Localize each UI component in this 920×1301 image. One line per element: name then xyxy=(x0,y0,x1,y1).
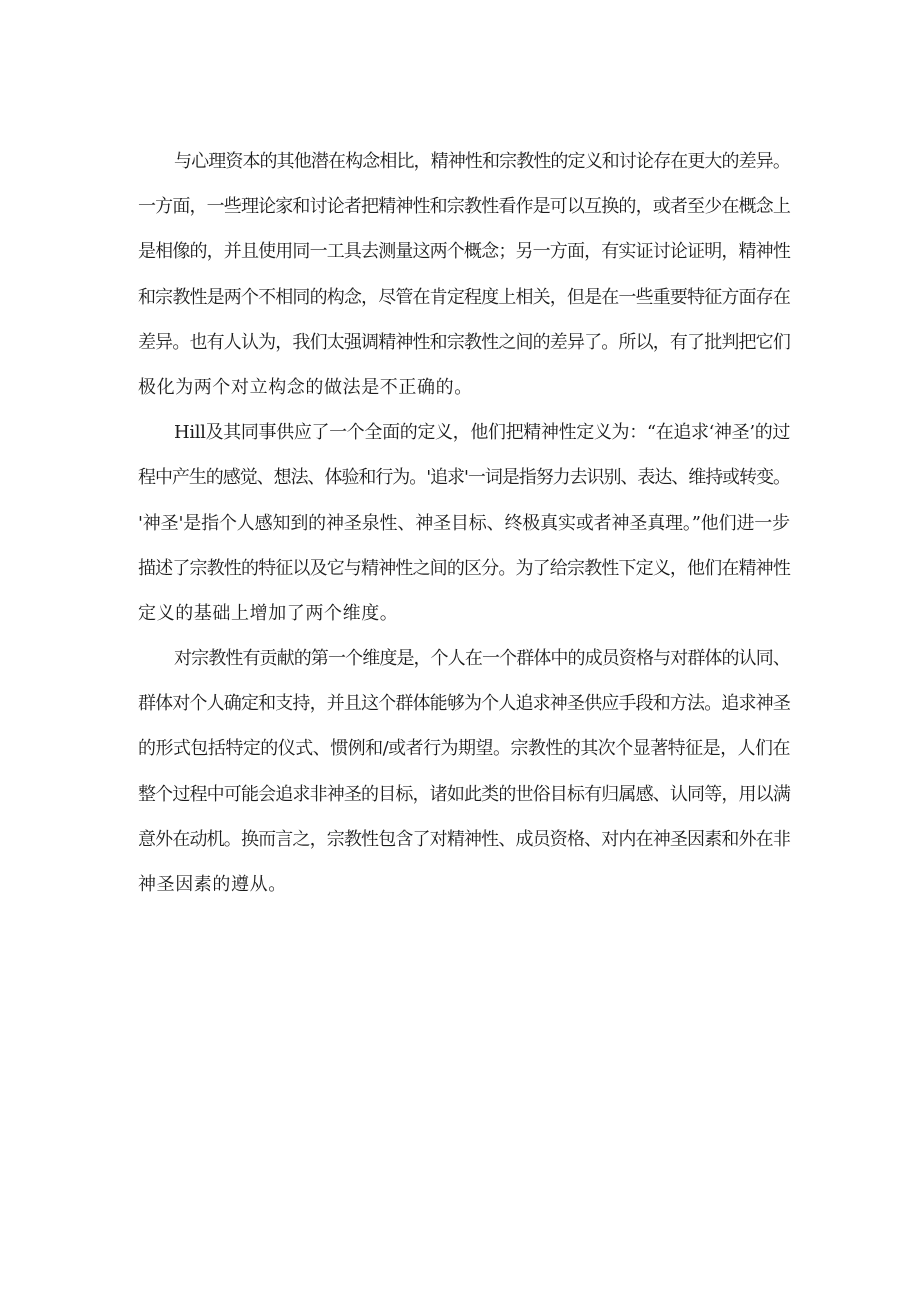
text-line: 是相像的，并且使用同一工具去测量这两个概念；另一方面，有实证讨论证明，精神性 xyxy=(138,241,790,263)
text-line: '神圣'是指个人感知到的神圣泉性、神圣目标、终极真实或者神圣真理。”他们进一步 xyxy=(138,512,790,534)
paragraph-1 xyxy=(138,139,790,410)
text-line: 描述了宗教性的特征以及它与精神性之间的区分。为了给宗教性下定义，他们在精神性 xyxy=(138,557,790,579)
text-line: Hill及其同事供应了一个全面的定义，他们把精神性定义为：“在追求‘神圣’的过 xyxy=(174,422,790,444)
paragraph-2 xyxy=(138,410,790,636)
text-line: 程中产生的感觉、想法、体验和行为。'追求'一词是指努力去识别、表达、维持或转变。 xyxy=(138,467,790,489)
text-line: 和宗教性是两个不相同的构念，尽管在肯定程度上相关，但是在一些重要特征方面存在 xyxy=(138,286,790,308)
text-line: 意外在动机。换而言之，宗教性包含了对精神性、成员资格、对内在神圣因素和外在非 xyxy=(138,828,790,850)
text-line: 群体对个人确定和支持，并且这个群体能够为个人追求神圣供应手段和方法。追求神圣 xyxy=(138,693,790,715)
text-line: 差异。也有人认为，我们太强调精神性和宗教性之间的差异了。所以，有了批判把它们 xyxy=(138,331,790,353)
text-line: 神圣因素的遵从。 xyxy=(138,874,287,895)
text-line: 整个过程中可能会追求非神圣的目标，诸如此类的世俗目标有归属感、认同等，用以满 xyxy=(138,783,790,805)
text-line: 与心理资本的其他潜在构念相比，精神性和宗教性的定义和讨论存在更大的差异。 xyxy=(174,151,790,172)
text-line: 极化为两个对立构念的做法是不正确的。 xyxy=(138,376,473,398)
text-line: 定义的基础上增加了两个维度。 xyxy=(138,602,399,624)
text-line: 的形式包括特定的仪式、惯例和/或者行为期望。宗教性的其次个显著特征是，人们在 xyxy=(138,738,790,760)
document-body xyxy=(138,139,790,907)
paragraph-3 xyxy=(138,636,790,907)
text-line: 一方面，一些理论家和讨论者把精神性和宗教性看作是可以互换的，或者至少在概念上 xyxy=(138,196,790,218)
text-line: 对宗教性有贡献的第一个维度是，个人在一个群体中的成员资格与对群体的认同、 xyxy=(174,648,790,670)
